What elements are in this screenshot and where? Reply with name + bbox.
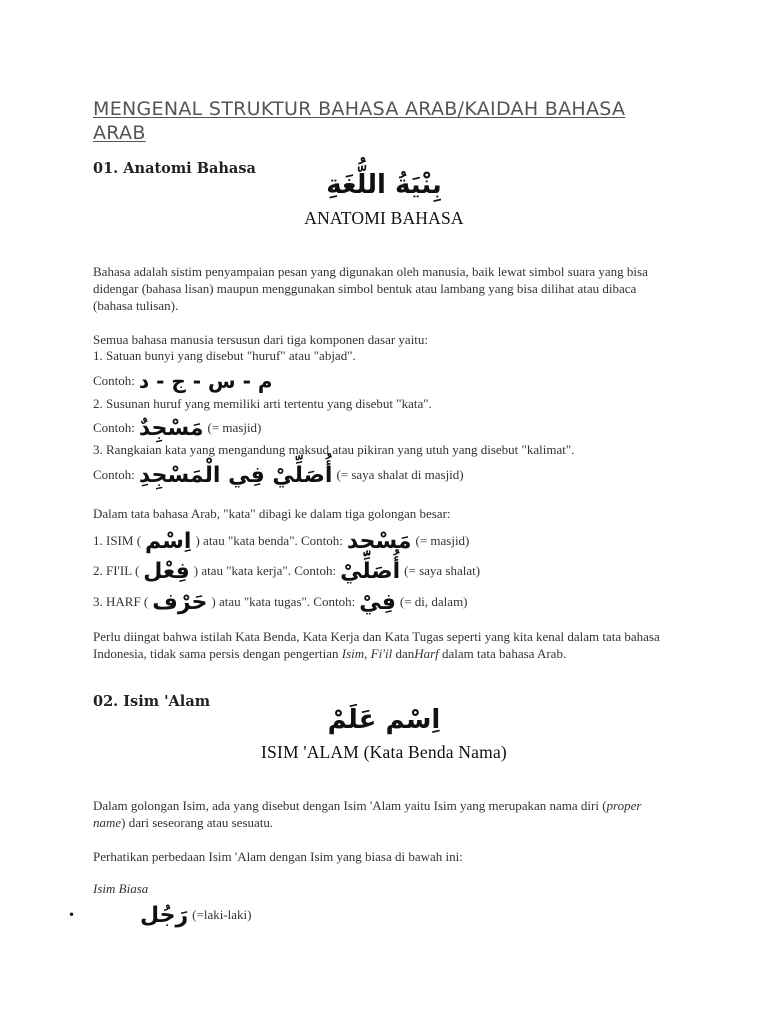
list-item-kata: 2. Susunan huruf yang memiliki arti tertentu yang disebut "kata".	[93, 396, 432, 411]
word-class-harf	[93, 587, 468, 617]
arabic-sentence: أُصَلِّيْ فِي الْمَسْجِدِ	[138, 462, 333, 488]
arabic-fi: فِيْ	[359, 589, 396, 615]
paragraph-definition: Bahasa adalah sistim penyampaian pesan yang digunakan oleh manusia, baik lewat simbol suara yang bisa didengar (bahasa lisan) maupun menggunakan simbol bentuk atau lambang yang bisa dilihat atau dibaca (bahasa tulisan).	[93, 264, 648, 313]
arabic-letters: م - س - ج - د	[138, 369, 273, 393]
note-fiil: Fi'il	[370, 646, 393, 661]
isim-prefix: 1. ISIM (	[93, 533, 142, 548]
translation-sentence: (= saya shalat di masjid)	[336, 467, 464, 482]
fiil-suffix: ) atau "kata kerja". Contoh:	[193, 563, 337, 578]
paragraph-word-classes: Dalam tata bahasa Arab, "kata" dibagi ke dalam tiga golongan besar:	[93, 506, 451, 521]
example-huruf	[93, 368, 277, 394]
isim-suffix: ) atau "kata benda". Contoh:	[195, 533, 343, 548]
note-end: dalam tata bahasa Arab.	[438, 646, 567, 661]
harf-suffix: ) atau "kata tugas". Contoh:	[211, 594, 356, 609]
translation-laki-laki: (=laki-laki)	[192, 907, 252, 922]
arabic-ushalli: أُصَلِّيْ	[340, 558, 401, 584]
arabic-masjid: مَسْجِد	[346, 528, 412, 554]
isim-biasa-label: Isim Biasa	[93, 881, 149, 896]
caps-heading-anatomi: ANATOMI BAHASA	[304, 208, 464, 228]
contoh-label: Contoh:	[93, 373, 135, 388]
word-class-isim	[93, 526, 469, 556]
list-item-huruf: 1. Satuan bunyi yang disebut "huruf" atau "abjad".	[93, 348, 356, 363]
note-harf: Harf	[414, 646, 439, 661]
isim-alam-text-a: Dalam golongan Isim, ada yang disebut dengan Isim 'Alam yaitu Isim yang merupakan nama diri (	[93, 798, 607, 813]
proper-name-term: proper name	[93, 798, 642, 830]
arabic-heading-anatomi: بِنْيَةُ اللُّغَةِ	[326, 170, 442, 200]
example-kalimat	[93, 460, 464, 490]
translation-masjid: (= masjid)	[207, 420, 262, 435]
isim-translation: (= masjid)	[415, 533, 470, 548]
section-heading-isim-alam: 02. Isim 'Alam	[93, 693, 211, 710]
harf-translation: (= di, dalam)	[399, 594, 468, 609]
arabic-rajul: رَجُل	[140, 902, 189, 928]
paragraph-isim-alam	[93, 797, 675, 831]
harf-prefix: 3. HARF (	[93, 594, 149, 609]
note-comma: ,	[364, 646, 371, 661]
contoh-label: Contoh:	[93, 420, 135, 435]
caps-heading-isim-alam: ISIM 'ALAM (Kata Benda Nama)	[261, 742, 507, 762]
note-isim: Isim	[341, 646, 365, 661]
subheading-isim-biasa	[93, 880, 148, 897]
paragraph-note	[93, 628, 675, 662]
paragraph-compare: Perhatikan perbedaan Isim 'Alam dengan Isim yang biasa di bawah ini:	[93, 849, 463, 864]
arabic-heading-isim-alam: اِسْم عَلَمْ	[327, 705, 441, 735]
fiil-translation: (= saya shalat)	[404, 563, 481, 578]
arabic-fil: فِعْل	[143, 558, 190, 584]
contoh-label: Contoh:	[93, 467, 135, 482]
list-item-kalimat: 3. Rangkaian kata yang mengandung maksud atau pikiran yang utuh yang disebut "kalimat".	[93, 442, 575, 457]
arabic-masjidun: مَسْجِدٌ	[138, 415, 204, 441]
page-title[interactable]: MENGENAL STRUKTUR BAHASA ARAB/KAIDAH BAHASA ARAB	[93, 98, 626, 144]
bullet-icon: •	[68, 908, 76, 922]
section-heading-anatomi: 01. Anatomi Bahasa	[93, 160, 256, 177]
paragraph-components-intro: Semua bahasa manusia tersusun dari tiga komponen dasar yaitu:	[93, 332, 429, 347]
list-item-rajul	[136, 900, 251, 930]
example-kata	[93, 414, 261, 442]
isim-alam-text-b: ) dari seseorang atau sesuatu.	[121, 815, 274, 830]
arabic-ism: اِسْم	[145, 528, 192, 554]
arabic-harf: حَرْف	[152, 589, 208, 615]
note-text-a: Perlu diingat bahwa istilah Kata Benda, Kata Kerja dan Kata Tugas seperti yang kita kenal dalam tata bahasa Indonesia, tidak sama persis dengan pengertian	[93, 629, 660, 661]
fiil-prefix: 2. FI'IL (	[93, 563, 140, 578]
note-dan: dan	[392, 646, 415, 661]
word-class-fiil	[93, 556, 480, 586]
